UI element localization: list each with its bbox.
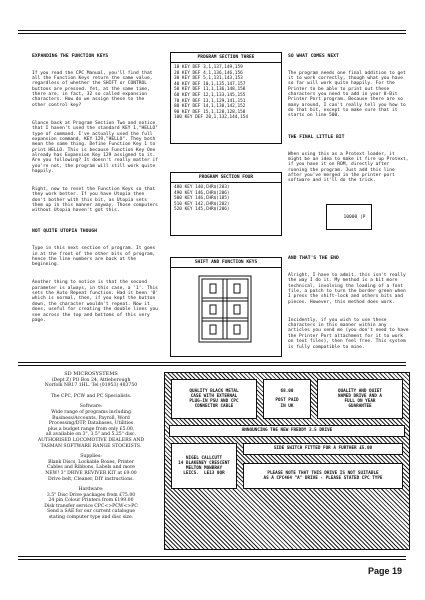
heading-not-quite-utopia: NOT QUITE UTOPIA THOUGH <box>32 229 97 235</box>
mid-rule-2 <box>18 365 406 366</box>
ad-hardware-heading: Hardware: <box>78 487 104 493</box>
ad-drive-note: PLEASE NOTE THAT THIS DRIVE IS NOT SUITABLE AS A CPC464 "A" DRIVE - PLEASE STATED CPC TYPE <box>243 463 403 489</box>
freddy-drive-ad <box>164 372 410 550</box>
ad-company: SD MICROSYSTEMS <box>64 371 118 377</box>
paragraph: Another thing to notice is that the second parameter is always, in this case, a '1'. This sets the Auto Repeat function. Had it been '0' which is normal, then, if you kept the button down, the character wouldn't repeat. Now it does, useful for creating the double lines you see across the top and bottoms of this very page. <box>32 280 161 323</box>
heading-final-little-bit: THE FINAL LITTLE BIT <box>288 134 345 140</box>
heading-thats-the-end: AND THAT'S THE END <box>288 256 339 261</box>
code-listing: 10 KEY DEF 3,1,137,149,159 20 KEY DEF 4,1,136,146,156 30 KEY DEF 5,1,131,143,153 40 KEY DEF 10,1,135,147,157 50 KEY DEF 11,1,136,148,158 60 KEY DEF 12,1,133,145,155 70 KEY DEF 13,1,129,141,151 80 KEY DEF 14,1,130,142,152 90 KEY DEF 15,1,128,128,158 100 KEY DEF 20,1,132,144,154 <box>174 65 249 121</box>
mid-rule <box>18 362 406 363</box>
box-drawing-characters-graphic <box>171 268 279 350</box>
paragraph: Alright, I have to admit, this isn't really the way I do it. My method is a bit more technical, involving the loading of a font file, a patch to turn the border green when I press the shift-lock and others bits and pieces. However, this method does work. <box>288 273 409 305</box>
top-rule <box>18 30 406 31</box>
paragraph: Glance back at Program Section Two and notice that I haven't used the standard KEY 1,"HELLO" type of command. I've actually used the full expansion command, KEY 129,"HELLO". They both mean the same thing. Define Function Key 1 to print HELLO. This is because Function Key One already has Expansion Key 129 assigned to it. Are you following? It doesn't really matter if you're not, the program will still work quite happily. <box>32 120 161 174</box>
ad-tagline: The CPC, PCW and PC Specialists. <box>50 393 132 399</box>
paragraph: The program needs one final addition to get it to work correctly, though what you have so far will work quite happily. For the Printer to be able to print out these characters you need to add in your 8-Bit Printer Port program. Because there are so many around, I can't really tell you how to do that bit, except to make sure that it starts on line 500. <box>288 70 409 119</box>
box-title: PROGRAM SECTION FOUR <box>171 173 281 183</box>
ad-seller-address: NIGEL CALLCUTT 14 BLAKENEY CRESCENT MELTON MOWBRAY LEICS. LE13 0QR <box>171 443 237 489</box>
ad-side-switch: SIDE SWITCH FITTED FOR A FURTHER £5.00 <box>243 443 403 455</box>
shift-function-keys-box <box>170 257 282 357</box>
heading-expanding-keys: EXPANDING THE FUNCTION KEYS <box>32 53 109 59</box>
ad-quality-text: QUALITY AND QUIET NAMED DRIVE AND A FULL ON YEAR GUARANTEE <box>317 379 403 419</box>
code-listing: 480 KEY 140,CHR$(203) 490 KEY 146,CHR$(206) 500 KEY 146,CHR$(185) 510 KEY 142,CHR$(202) 520 KEY 145,CHR$(206) <box>174 185 230 213</box>
paragraph: Type in this next section of program. It goes in at the front of the other bits of program, hence the line numbers are back at the beginning. <box>32 246 158 268</box>
column-left <box>32 40 160 360</box>
program-section-four <box>170 172 282 236</box>
top-rule-2 <box>18 33 406 34</box>
paragraph: When using this as a Protext loader, it might be an idea to make it fire up Protext, if you have it on ROM, directly after running the program. Just add this line after you've merged in the printer port software and it'll do the trick. <box>288 151 412 184</box>
ad-supplies: Blank Discs, Lockable Boxes, Printer Cables and Ribbons, Labels and more NEW! 3" DRIVE REVIVER KIT at £9.00 Drive belt, Cleaner, DIY instructions. <box>45 459 137 482</box>
column-right <box>288 40 410 360</box>
box-title: PROGRAM SECTION THREE <box>171 53 281 63</box>
heading-what-comes-next: SO WHAT COMES NEXT <box>288 53 339 59</box>
paragraph: Right, now to reset the Function Keys so that they work better. If you have Utopia then don't bother with this bit, as Utopia sets them up in this manner anyway. Those computers without Utopia haven't got this. <box>32 186 161 214</box>
ad-supplies-heading: Supplies: <box>80 454 102 460</box>
ad-address: (Dept Z) PO Box 24, Attleborough Norfolk NR17 1HL. Tel (01953) 483750 <box>44 377 138 389</box>
sd-microsystems-ad <box>30 372 152 550</box>
ad-software: Wide range of programs including Business/Accounts, Payroll, Word Processing/DTP, Databases, Utilities plus a budget range from only £5.00, all available on 3", 3.5" and 5.25" disc. AUTHORISED LOCOMOTIVE DEALERS AND TASMAN SOFTWARE RANGE STOCKISTS. <box>37 409 145 449</box>
ad-case-text: QUALITY BLACK METAL CASE WITH EXTERNAL PLUG-IN PSU AND CPC CONNECTOR CABLE <box>171 379 257 419</box>
ad-software-heading: Software: <box>79 404 103 410</box>
ad-announcement: ANNOUNCING THE NEW FREDDY 3.5 DRIVE <box>169 425 405 437</box>
bottom-rule <box>18 556 406 557</box>
box-title: SHIFT AND FUNCTION KEYS <box>171 258 281 268</box>
code-snippet: 10000 |P <box>343 214 366 220</box>
ad-hardware: 3.5" Disc Drive packages from £75.00 24 pin Colour Printers from £199.00 Disk transfer service CPC<>PCW<>PC Send a SAE for our current catalogue stating computer type and disc size. <box>44 492 138 521</box>
page-number: Page 19 <box>368 566 403 576</box>
ad-postage: POST PAID IN UK <box>275 398 299 409</box>
bottom-rule-2 <box>18 559 406 560</box>
program-section-three <box>170 52 282 144</box>
ad-price: 68.00 <box>280 389 294 395</box>
paragraph: If you read the CPC Manual, you'll find that all the Function Keys return the same value, regardless of whether the SHIFT or CONTROL buttons are pressed. Yet, at the same time, there are, in fact, 32 so called expansion characters. How do we assign these to the other control key? <box>32 70 156 108</box>
ad-price-box <box>263 379 311 419</box>
paragraph: Incidently, if you wish to use these characters in this manner within any articles you send me (you don't need to have the Printer Port attachment for it to work on text files), then feel free. This system is fully compatible to mine. <box>288 317 412 350</box>
code-snippet-box <box>326 204 372 230</box>
